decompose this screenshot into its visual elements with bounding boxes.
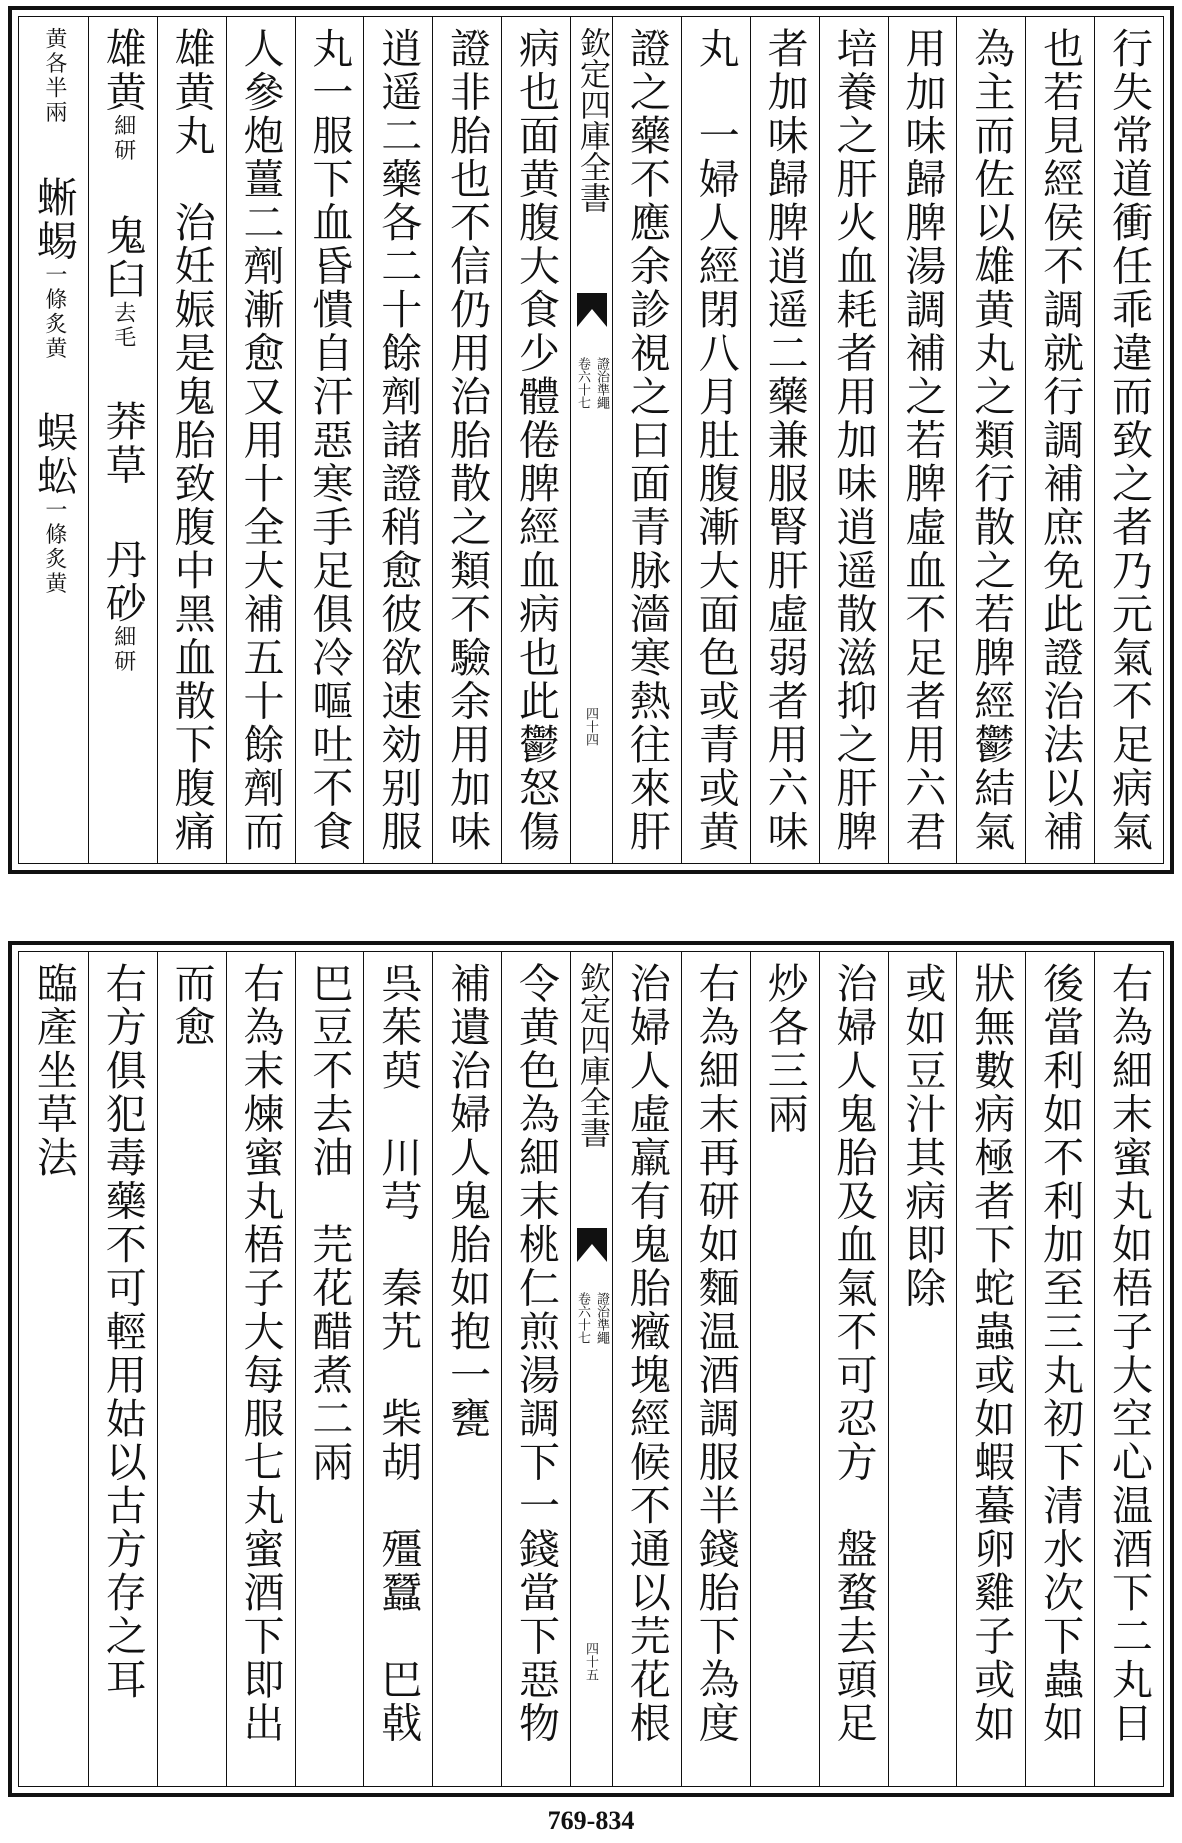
text-column: 右為細末蜜丸如梧子大空心温酒下二丸日 — [1094, 952, 1163, 1786]
text-column: 雄黄丸 治妊娠是鬼胎致腹中黑血散下腹痛 — [157, 17, 226, 863]
text-column: 證之藥不應余診視之曰面青脉濇寒熱往來肝 — [612, 17, 681, 863]
text-column: 為主而佐以雄黄丸之類行散之若脾經鬱結氣 — [956, 17, 1025, 863]
text-column: 者加味歸脾逍遥二藥兼服腎肝虛弱者用六味 — [750, 17, 819, 863]
text-column: 或如豆汁其病即除 — [888, 952, 957, 1786]
text-column: 令黄色為細末桃仁煎湯調下一錢當下惡物 — [501, 952, 570, 1786]
ingredient-column — [88, 17, 157, 863]
ingredient-note: 去毛 — [110, 300, 136, 350]
text-column: 逍遥二藥各二十餘劑諸證稍愈彼欲速効别服 — [363, 17, 432, 863]
text-column: 丸 一婦人經閉八月肚腹漸大面色或青或黄 — [681, 17, 750, 863]
book-title: 證治準繩 — [594, 357, 609, 409]
ingredient-name: 丹砂 — [98, 537, 147, 625]
ingredient — [19, 27, 88, 125]
ingredient — [88, 214, 157, 350]
text-column: 後當利如不利加至三丸初下清水次下蟲如 — [1025, 952, 1094, 1786]
ingredient-name: 蜥蜴 — [29, 175, 78, 263]
bottom-page-frame — [18, 951, 1164, 1787]
fishtail-mark-icon — [577, 293, 607, 327]
text-column: 而愈 — [157, 952, 226, 1786]
text-column: 也若見經侯不調就行調補庶免此證治法以補 — [1025, 17, 1094, 863]
ingredient — [88, 400, 157, 487]
book-title: 證治準繩 — [594, 1292, 609, 1344]
text-column: 證非胎也不信仍用治胎散之類不驗余用加味 — [432, 17, 501, 863]
text-column: 人參炮薑二劑漸愈又用十全大補五十餘劑而 — [226, 17, 295, 863]
leaf-number: 四十四 — [583, 707, 598, 746]
text-column: 用加味歸脾湯調補之若脾虛血不足者用六君 — [888, 17, 957, 863]
book-and-volume — [573, 357, 611, 409]
text-column: 右為細末再研如麵温酒調服半錢胎下為度 — [681, 952, 750, 1786]
ingredient-name: 莽草 — [98, 400, 147, 487]
center-fold-column — [570, 952, 612, 1786]
ingredient-name: 雄黄 — [98, 27, 147, 114]
ingredient-note: 黄各半兩 — [41, 27, 67, 125]
text-column: 治婦人虛羸有鬼胎癥塊經候不通以芫花根 — [612, 952, 681, 1786]
volume-number: 卷六十七 — [575, 1292, 590, 1344]
text-column: 行失常道衝任乖違而致之者乃元氣不足病氣 — [1094, 17, 1163, 863]
top-columns — [19, 17, 1163, 863]
bottom-page — [8, 941, 1174, 1797]
ingredient-note: 一條炙黄 — [41, 498, 67, 596]
ingredient — [19, 176, 88, 361]
ingredient-name: 蜈蚣 — [29, 411, 78, 498]
fishtail-mark-icon — [577, 1228, 607, 1262]
text-column: 臨產坐草法 — [29, 962, 78, 1180]
top-page-frame — [18, 16, 1164, 864]
ingredient — [19, 411, 88, 596]
ingredient-note: 一條炙黄 — [41, 262, 67, 361]
text-column: 病也面黄腹大食少體倦脾經血病也此鬱怒傷 — [501, 17, 570, 863]
volume-number: 卷六十七 — [575, 357, 590, 409]
text-column: 丸一服下血昏憒自汗惡寒手足俱冷嘔吐不食 — [295, 17, 364, 863]
book-and-volume — [573, 1292, 611, 1344]
ingredient-name: 鬼臼 — [98, 213, 147, 301]
collection-title: 欽定四庫全書 — [574, 27, 610, 213]
center-fold-column — [570, 17, 612, 863]
text-column: 炒各三兩 — [750, 952, 819, 1786]
text-column: 右方俱犯毒藥不可輕用姑以古方存之耳 — [88, 952, 157, 1786]
ingredient — [88, 27, 157, 163]
text-column: 呉茱萸 川芎 秦艽 柴胡 殭蠶 巴戟 — [363, 952, 432, 1786]
text-column: 培養之肝火血耗者用加味逍遥散滋抑之肝脾 — [819, 17, 888, 863]
text-column: 狀無數病極者下蛇蟲或如蝦蟇卵雞子或如 — [956, 952, 1025, 1786]
text-column: 治婦人鬼胎及血氣不可忍方 盤蝥去頭足 — [819, 952, 888, 1786]
text-column: 補遺治婦人鬼胎如抱一甕 — [432, 952, 501, 1786]
top-page — [8, 6, 1174, 874]
ingredient-column — [19, 17, 88, 863]
text-column: 右為末煉蜜丸梧子大每服七丸蜜酒下即出 — [226, 952, 295, 1786]
plate-number: 769-834 — [547, 1806, 635, 1835]
text-column: 巴豆不去油 芫花醋煮二兩 — [295, 952, 364, 1786]
ingredient — [88, 538, 157, 674]
leaf-number: 四十五 — [583, 1642, 598, 1681]
ingredient-note: 細研 — [110, 114, 136, 163]
collection-title: 欽定四庫全書 — [574, 962, 610, 1148]
bottom-columns — [19, 952, 1163, 1786]
ingredient-note: 細研 — [110, 624, 136, 674]
